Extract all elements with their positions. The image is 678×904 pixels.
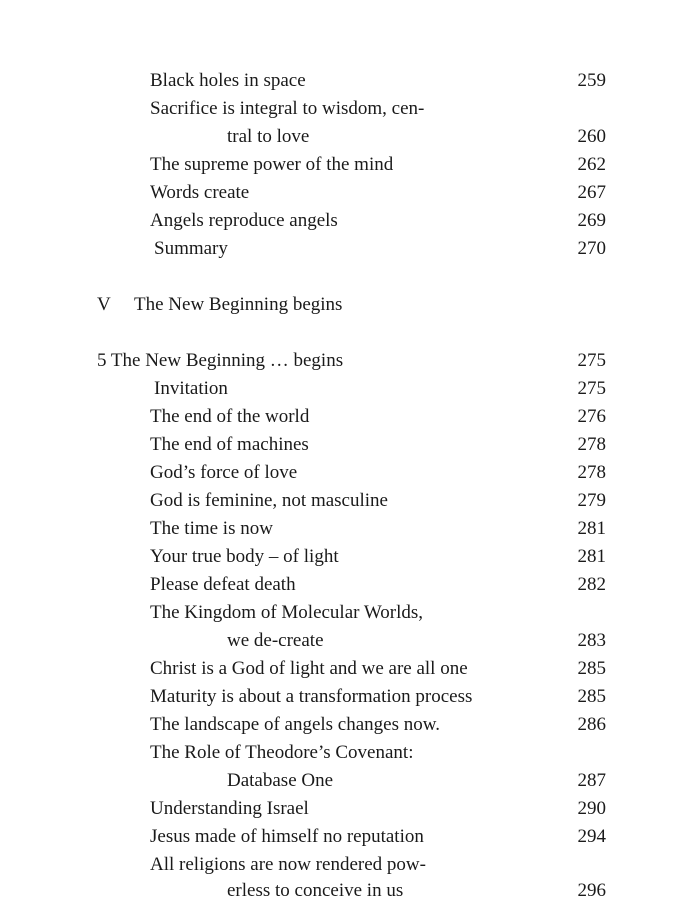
toc-entry-title: Your true body – of light	[150, 546, 339, 567]
toc-entry-title: Sacrifice is integral to wisdom, cen-	[150, 98, 425, 119]
toc-entry-page: 290	[577, 798, 606, 819]
toc-entry-page: 286	[577, 714, 606, 735]
toc-entry-page: 279	[577, 490, 606, 511]
toc-entry-page: 270	[577, 238, 606, 259]
toc-entry-page: 283	[577, 630, 606, 651]
toc-entry-title: Understanding Israel	[150, 798, 309, 819]
toc-entry-page: 285	[577, 658, 606, 679]
toc-entry-page: 278	[577, 462, 606, 483]
toc-entry-title-continued: erless to conceive in us	[227, 880, 404, 901]
toc-entry-page: 276	[577, 406, 606, 427]
toc-entry-title: Maturity is about a transformation process	[150, 686, 473, 707]
toc-entry-page: 281	[577, 546, 606, 567]
toc-entry-page: 287	[577, 770, 606, 791]
toc-entry-page: 278	[577, 434, 606, 455]
toc-entry-page: 281	[577, 518, 606, 539]
toc-entry-page: 275	[577, 378, 606, 399]
toc-entry-title: Black holes in space	[150, 70, 306, 91]
toc-entry-title: God is feminine, not masculine	[150, 490, 388, 511]
toc-entry-page: 269	[577, 210, 606, 231]
toc-entry-page: 262	[577, 154, 606, 175]
toc-entry-title: The Role of Theodore’s Covenant:	[150, 742, 414, 763]
toc-entry-title: The end of machines	[150, 434, 309, 455]
toc-entry-title-continued: tral to love	[227, 126, 310, 147]
toc-entry-page: 285	[577, 686, 606, 707]
toc-entry-title: Christ is a God of light and we are all one	[150, 658, 468, 679]
toc-entry-page: 296	[577, 880, 606, 901]
chapter-title: 5 The New Beginning … begins	[97, 350, 344, 371]
part-title: The New Beginning begins	[134, 294, 343, 315]
toc-entry-title: Words create	[150, 182, 250, 203]
toc-entry-page: 267	[577, 182, 606, 203]
part-numeral: V	[97, 294, 111, 315]
toc-entry-title: The Kingdom of Molecular Worlds,	[150, 602, 424, 623]
toc-entry-page: 282	[577, 574, 606, 595]
toc-entry-title: The end of the world	[150, 406, 310, 427]
toc-entry-title-continued: Database One	[227, 770, 334, 791]
toc-entry-page: 260	[577, 126, 606, 147]
toc-entry-page: 294	[577, 826, 606, 847]
chapter-page: 275	[577, 350, 606, 371]
toc-entry-title: Summary	[154, 238, 228, 259]
toc-entry-title: The supreme power of the mind	[150, 154, 394, 175]
toc-entry-title-continued: we de-create	[227, 630, 324, 651]
toc-entry-title: The time is now	[150, 518, 273, 539]
toc-entry-title: God’s force of love	[150, 462, 298, 483]
toc-entry-title: Please defeat death	[150, 574, 296, 595]
toc-entry-page: 259	[577, 70, 606, 91]
toc-entry-title: All religions are now rendered pow-	[150, 854, 426, 875]
toc-entry-title: The landscape of angels changes now.	[150, 714, 440, 735]
toc-entry-title: Jesus made of himself no reputation	[150, 826, 424, 847]
toc-entry-title: Invitation	[154, 378, 228, 399]
toc-entry-title: Angels reproduce angels	[150, 210, 338, 231]
